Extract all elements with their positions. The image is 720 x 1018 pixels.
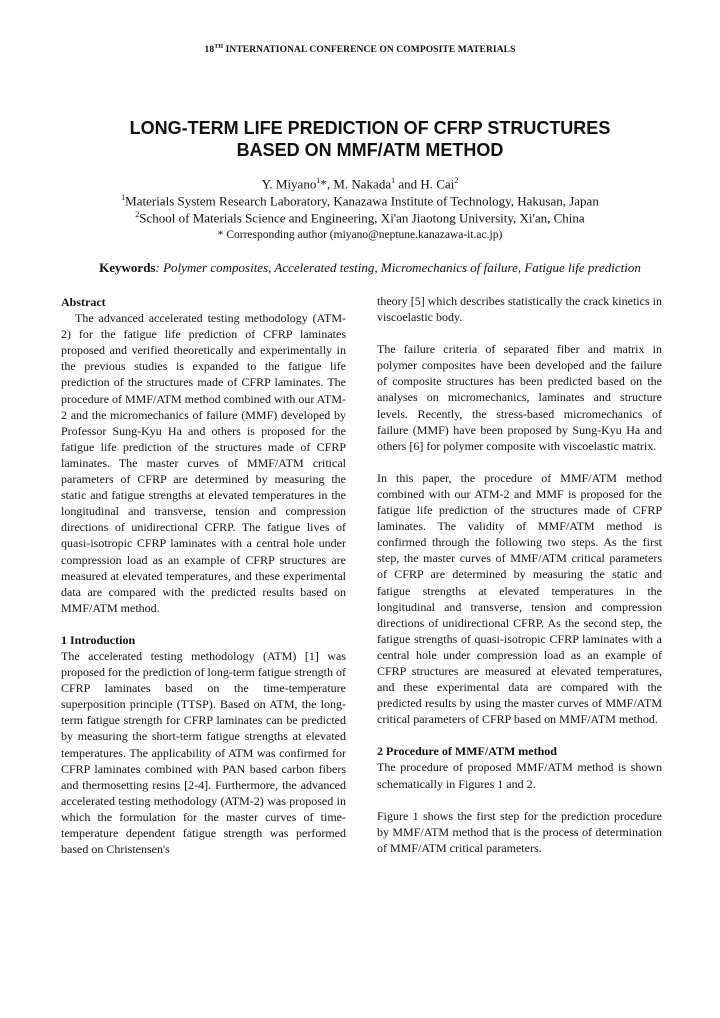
affiliation-1: $^1$Materials System Research Laboratory, Kanazawa Institute of Technology, Hakusan, Japan [121,193,599,209]
corresponding-author: * Corresponding author (miyano@neptune.kanazawa-it.ac.jp) [217,229,503,241]
affiliation-2: $^2$School of Materials Science and Engineering, Xi'an Jiaotong University, Xi'an, China [135,210,585,226]
paragraph-failure-criteria: The failure criteria of separated fiber and matrix in polymer composites have been developed and the failure of composite structures has been predicted based on the analyses on micromechanics, laminates and structure levels. Recently, the stress-based micromechanics of failure (MMF) have been proposed by Sung-Kyu Ha and others [6] for polymer composite with viscoelastic matrix. [377,342,662,453]
intro-heading: 1 Introduction [61,632,136,647]
left-column [61,294,346,857]
paragraph-theory: theory [5] which describes statistically the crack kinetics in viscoelastic body. [377,294,662,325]
keywords-label: Keywords [99,260,156,275]
right-column [377,293,662,856]
intro-text: The accelerated testing methodology (ATM) [1] was proposed for the prediction of long-term fatigue strength of CFRP laminates based on the time-temperature superposition principle (TTSP). Based on ATM, the long-term fatigue strength for CFRP laminates can be predicted by measuring the short-term fatigue strengths at elevated temperatures. The applicability of ATM was confirmed for CFRP laminates combined with PAN based carbon fibers and thermosetting resins [2-4]. Furthermore, the advanced accelerated testing methodology (ATM-2) was proposed in which the formulation for the master curves of time-temperature dependent fatigue strength was performed based on Christensen's [61,648,346,857]
paragraph-procedure: The procedure of proposed MMF/ATM method is shown schematically in Figures 1 and 2. [377,760,662,791]
title-line-1: LONG-TERM LIFE PREDICTION OF CFRP STRUCTURES [129,118,611,138]
paper-title [60,117,680,161]
keywords [90,258,650,277]
keywords-text: : Polymer composites, Accelerated testing, Micromechanics of failure, Fatigue life prediction [155,260,641,275]
abstract-heading: Abstract [61,295,106,309]
conference-header: 18TH INTERNATIONAL CONFERENCE ON COMPOSITE MATERIALS [204,44,516,56]
author-list: Y. Miyano$^1$*, M. Nakada$^1$ and H. Cai$^2$ [261,176,459,192]
title-line-2: BASED ON MMF/ATM METHOD [236,140,504,160]
paragraph-this-paper: In this paper, the procedure of MMF/ATM method combined with our ATM-2 and MMF is proposed for the fatigue life prediction of the structures made of CFRP laminates. The validity of MMF/ATM method is confirmed through the following two steps. As the first step, the master curves of MMF/ATM critical parameters of CFRP are determined by measuring the static and fatigue strengths at elevated temperatures in the longitudinal and transverse, tension and compression directions of unidirectional CFRP. As the second step, the fatigue strengths of quasi-isotropic CFRP laminates with a central hole under compression load as an example of CFRP structures are measured at elevated temperatures, and these experimental data are compared with the predicted results by using the master curves of MMF/ATM critical parameters of CFRP based on MMF/ATM method. [377,470,662,727]
abstract-text: The advanced accelerated testing methodology (ATM-2) for the fatigue life prediction of CFRP laminates proposed and verified theoretically and experimentally in the previous studies is expanded to the fatigue life prediction of the structures made of CFRP laminates. The procedure of MMF/ATM method combined with our ATM-2 and the micromechanics of failure (MMF) developed by Professor Sung-Kyu Ha and others is proposed for the fatigue life prediction of the structures made of CFRP laminates. The master curves of MMF/ATM critical parameters of CFRP are determined by measuring the static and fatigue strengths at elevated temperatures in the longitudinal and transverse, tension and compression directions of unidirectional CFRP. The fatigue lives of quasi-isotropic CFRP laminates with a central hole under compression load as an example of CFRP structures are measured at elevated temperatures, and these experimental data are compared with the predicted results based on MMF/ATM method. [61,311,346,615]
paragraph-figure-1: Figure 1 shows the first step for the prediction procedure by MMF/ATM method that is the process of determination of MMF/ATM critical parameters. [377,808,662,855]
section-2-heading: 2 Procedure of MMF/ATM method [377,744,557,759]
